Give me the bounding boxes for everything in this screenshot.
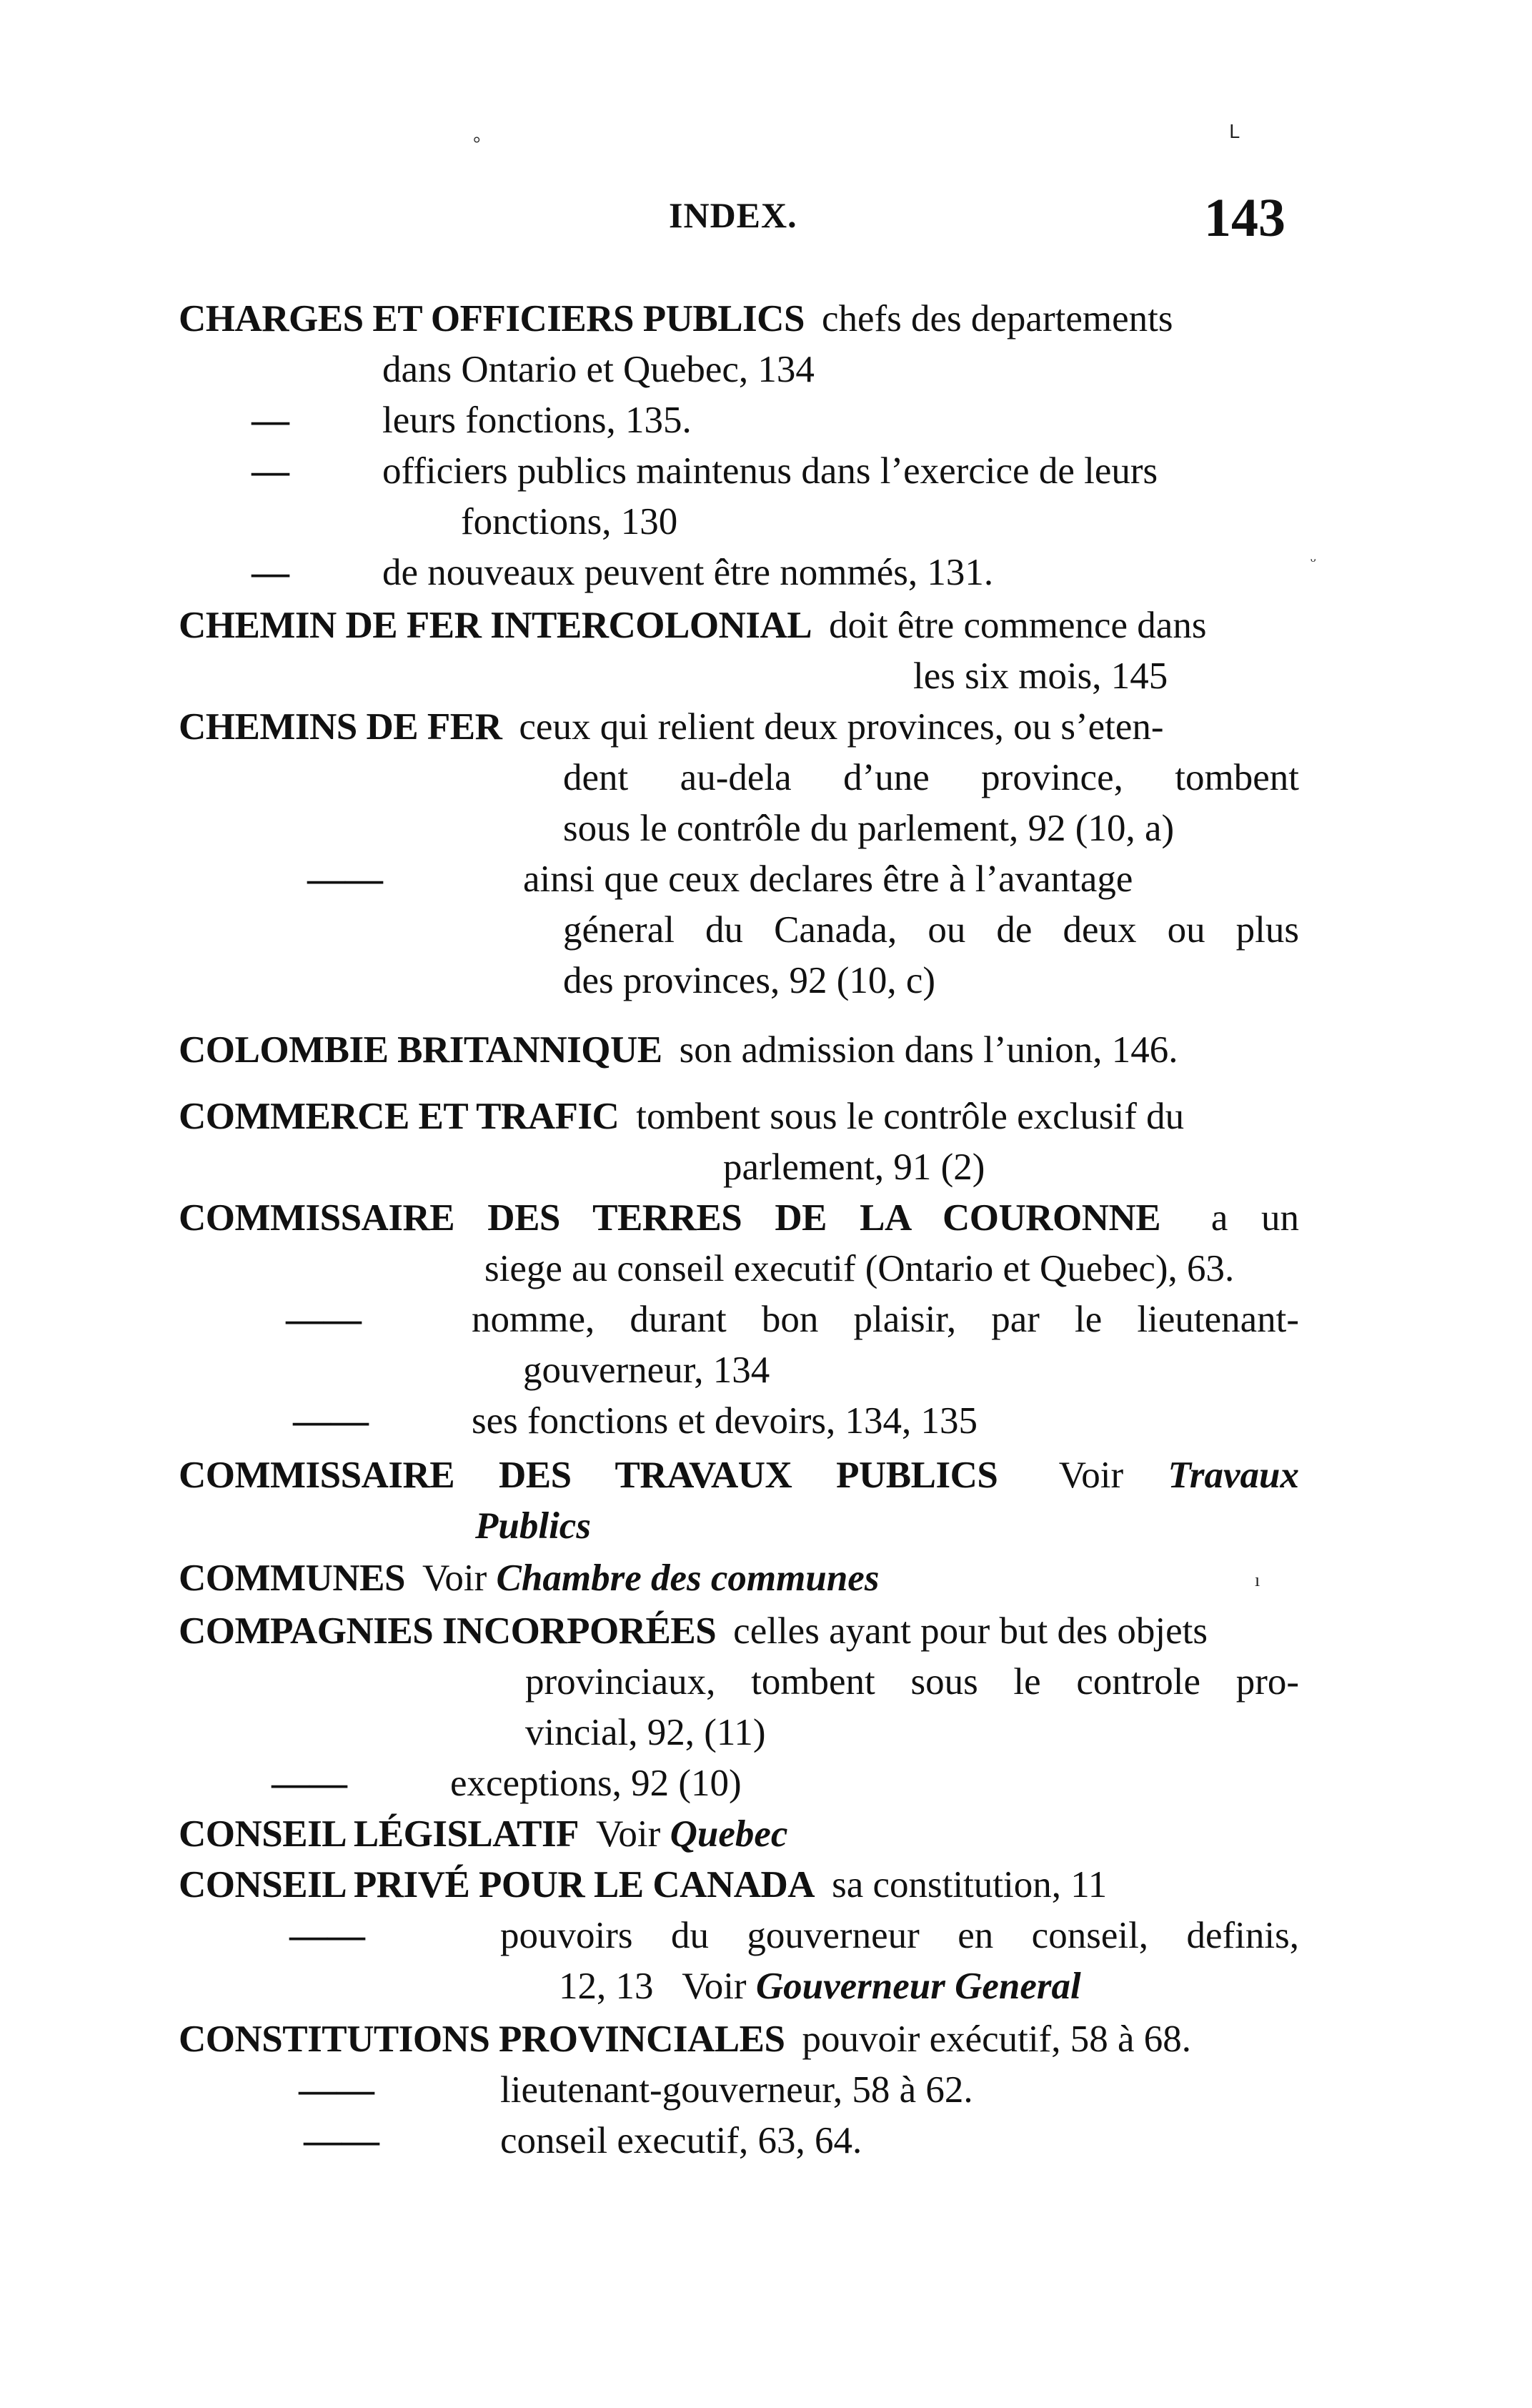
- entry-chemins-line-6: des provinces, 92 (10, c): [563, 960, 936, 1001]
- entry-commissaire-terres-line-5: ses fonctions et devoirs, 134, 135: [472, 1400, 978, 1442]
- dash-marker: ——: [286, 1299, 362, 1340]
- entry-charges-line-4: officiers publics maintenus dans l’exercice de leurs: [382, 450, 1158, 492]
- entry-chemins-line-4: ainsi que ceux declares être à l’avantage: [523, 858, 1133, 900]
- entry-chemin-line-1: CHEMIN DE FER INTERCOLONIAL doit être commence dans: [179, 605, 1207, 646]
- entry-heading: CONSTITUTIONS PROVINCIALES: [179, 2018, 785, 2060]
- entry-heading: CHARGES ET OFFICIERS PUBLICS: [179, 298, 805, 340]
- dash-marker: ——: [304, 2120, 379, 2161]
- entry-conseil-prive-line-3: 12, 13 Voir Gouverneur General: [559, 1966, 1081, 2007]
- entry-heading: COMMISSAIRE DES TERRES DE LA COURONNE: [179, 1197, 1161, 1239]
- dash-marker: ——: [307, 858, 383, 900]
- cross-reference: Quebec: [670, 1813, 788, 1855]
- entry-conseil-prive-line-1: CONSEIL PRIVÉ POUR LE CANADA sa constitution, 11: [179, 1864, 1108, 1906]
- entry-commissaire-terres-line-2: siege au conseil executif (Ontario et Quebec), 63.: [484, 1248, 1235, 1289]
- entry-communes-line-1: COMMUNES Voir Chambre des communes: [179, 1557, 880, 1599]
- entry-commissaire-terres-line-3: nomme, durant bon plaisir, par le lieutenant-: [472, 1299, 1299, 1340]
- entry-heading: COLOMBIE BRITANNIQUE: [179, 1029, 662, 1071]
- entry-compagnies-line-1: COMPAGNIES INCORPORÉES celles ayant pour but des objets: [179, 1610, 1208, 1652]
- entry-compagnies-line-3: vincial, 92, (11): [525, 1712, 766, 1753]
- entry-chemins-line-2: dent au-dela d’une province, tombent: [563, 757, 1299, 798]
- dash-marker: ——: [293, 1400, 369, 1442]
- entry-charges-line-6: de nouveaux peuvent être nommés, 131.: [382, 552, 994, 593]
- entry-compagnies-line-4: exceptions, 92 (10): [450, 1763, 742, 1804]
- entry-constitutions-line-2: lieutenant-gouverneur, 58 à 62.: [500, 2069, 973, 2111]
- entry-constitutions-line-1: CONSTITUTIONS PROVINCIALES pouvoir exécutif, 58 à 68.: [179, 2018, 1192, 2060]
- entry-charges-line-2: dans Ontario et Quebec, 134: [382, 349, 815, 390]
- entry-heading: CONSEIL LÉGISLATIF: [179, 1813, 579, 1855]
- entry-conseil-legislatif-line-1: CONSEIL LÉGISLATIF Voir Quebec: [179, 1813, 788, 1855]
- entry-chemins-line-1: CHEMINS DE FER ceux qui relient deux provinces, ou s’eten-: [179, 706, 1164, 748]
- dash-marker: —: [252, 552, 289, 593]
- entry-compagnies-line-2: provinciaux, tombent sous le controle pro-: [525, 1661, 1299, 1703]
- entry-heading: COMMUNES: [179, 1557, 405, 1599]
- entry-heading: COMPAGNIES INCORPORÉES: [179, 1610, 717, 1652]
- dash-marker: —: [252, 450, 289, 492]
- entry-chemin-line-2: les six mois, 145: [913, 655, 1168, 697]
- dash-marker: ——: [272, 1763, 347, 1804]
- entry-conseil-prive-line-2: pouvoirs du gouverneur en conseil, definis,: [500, 1915, 1299, 1956]
- entry-commissaire-travaux-line-1: COMMISSAIRE DES TRAVAUX PUBLICS Voir Travaux: [179, 1455, 1299, 1496]
- entry-commissaire-terres-line-1: COMMISSAIRE DES TERRES DE LA COURONNE a un: [179, 1197, 1299, 1239]
- stray-dot-mark: °: [473, 133, 481, 154]
- entry-charges-line-1: CHARGES ET OFFICIERS PUBLICS chefs des departements: [179, 298, 1173, 340]
- cross-reference: Chambre des communes: [496, 1557, 880, 1599]
- dash-marker: —: [252, 400, 289, 441]
- dash-marker: ——: [289, 1915, 365, 1956]
- page-number: 143: [1204, 188, 1285, 248]
- stray-corner-mark: ᒪ: [1229, 122, 1240, 142]
- entry-heading: COMMISSAIRE DES TRAVAUX PUBLICS: [179, 1455, 998, 1496]
- entry-heading: CONSEIL PRIVÉ POUR LE CANADA: [179, 1864, 815, 1906]
- entry-colombie-line-1: COLOMBIE BRITANNIQUE son admission dans l’union, 146.: [179, 1029, 1178, 1071]
- entry-heading: CHEMINS DE FER: [179, 706, 502, 748]
- stray-comma-mark: ı: [1255, 1570, 1260, 1590]
- dash-marker: ——: [299, 2069, 374, 2111]
- cross-reference: Travaux: [1168, 1455, 1299, 1496]
- entry-charges-line-3: leurs fonctions, 135.: [382, 400, 692, 441]
- cross-reference: Gouverneur General: [755, 1966, 1081, 2007]
- stray-tick-mark: ᵕ: [1310, 550, 1316, 571]
- running-header-title: INDEX.: [669, 195, 797, 235]
- entry-heading: CHEMIN DE FER INTERCOLONIAL: [179, 605, 812, 646]
- entry-heading: COMMERCE ET TRAFIC: [179, 1096, 620, 1137]
- entry-constitutions-line-3: conseil executif, 63, 64.: [500, 2120, 862, 2161]
- entry-commerce-line-2: parlement, 91 (2): [723, 1146, 985, 1188]
- entry-chemins-line-5: géneral du Canada, ou de deux ou plus: [563, 909, 1299, 951]
- entry-commerce-line-1: COMMERCE ET TRAFIC tombent sous le contrôle exclusif du: [179, 1096, 1185, 1137]
- entry-charges-line-5: fonctions, 130: [461, 501, 678, 542]
- entry-commissaire-terres-line-4: gouverneur, 134: [523, 1349, 770, 1391]
- entry-commissaire-travaux-line-2: [475, 1503, 591, 1549]
- cross-reference: Publics: [475, 1505, 591, 1547]
- entry-chemins-line-3: sous le contrôle du parlement, 92 (10, a): [563, 808, 1175, 849]
